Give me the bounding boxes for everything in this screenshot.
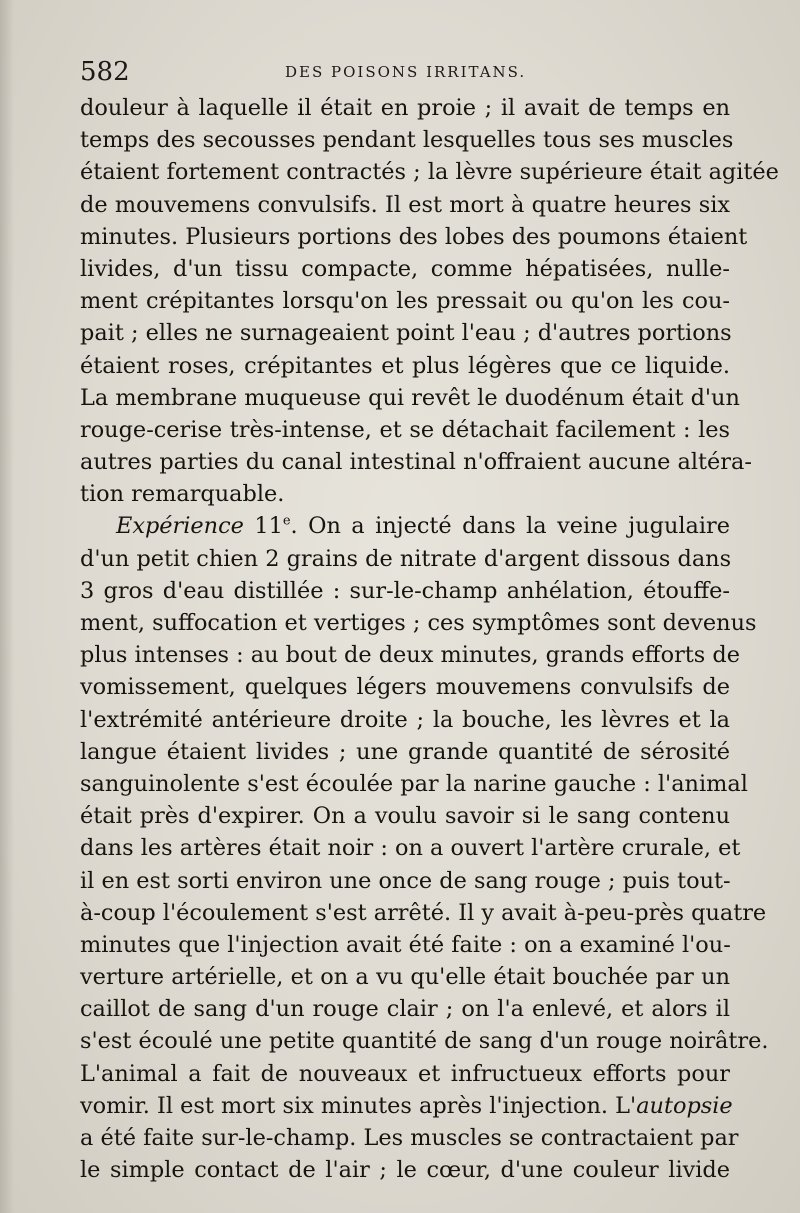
text-line: était près d'expirer. On a voulu savoir si le sang contenu	[80, 803, 730, 830]
autopsie-term: autopsie	[636, 1092, 733, 1119]
text-line: La membrane muqueuse qui revêt le duodénum était d'un	[80, 384, 740, 411]
text-line: temps des secousses pendant lesquelles tous ses muscles	[80, 127, 734, 154]
experiment-heading-line	[80, 510, 730, 542]
page-gutter-shadow	[0, 0, 14, 1213]
text-line: plus intenses : au bout de deux minutes, grands efforts de	[80, 642, 740, 669]
text-line: il en est sorti environ une once de sang rouge ; puis tout-	[80, 867, 731, 894]
text-line: 3 gros d'eau distillée : sur-le-champ anhélation, étouffe-	[80, 577, 730, 604]
text-line: tion remarquable.	[80, 481, 285, 508]
autopsie-line-start: vomir. Il est mort six minutes après l'injection. L'	[80, 1092, 637, 1119]
text-line: caillot de sang d'un rouge clair ; on l'a enlevé, et alors il	[80, 996, 730, 1023]
text-line: à-coup l'écoulement s'est arrêté. Il y avait à-peu-près quatre	[80, 899, 767, 926]
text-line: de mouvemens convulsifs. Il est mort à quatre heures six	[80, 191, 730, 218]
text-line: minutes. Plusieurs portions des lobes des poumons étaient	[80, 223, 748, 250]
text-line: ment crépitantes lorsqu'on les pressait ou qu'on les cou-	[80, 288, 730, 315]
text-line: vomissement, quelques légers mouvemens convulsifs de	[80, 674, 730, 701]
page-number: 582	[80, 57, 130, 87]
text-line: l'extrémité antérieure droite ; la bouche, les lèvres et la	[80, 706, 730, 733]
body-text	[80, 92, 779, 1186]
text-line: le simple contact de l'air ; le cœur, d'une couleur livide	[80, 1157, 730, 1184]
text-line: pait ; elles ne surnageaient point l'eau ; d'autres portions	[80, 320, 732, 347]
text-line: minutes que l'injection avait été faite : on a examiné l'ou-	[80, 931, 731, 958]
text-line: rouge-cerise très-intense, et se détachait facilement : les	[80, 416, 730, 443]
page-header	[80, 52, 730, 92]
running-head: DES POISONS IRRITANS.	[285, 63, 527, 81]
text-line: étaient roses, crépitantes et plus légères que ce liquide.	[80, 352, 730, 379]
text-line: langue étaient livides ; une grande quantité de sérosité	[80, 738, 730, 765]
autopsie-line	[80, 1090, 733, 1122]
text-line: autres parties du canal intestinal n'offraient aucune altéra-	[80, 449, 752, 476]
text-line: s'est écoulé une petite quantité de sang d'un rouge noirâtre.	[80, 1028, 769, 1055]
text-line: dans les artères était noir : on a ouvert l'artère crurale, et	[80, 835, 741, 862]
text-line: verture artérielle, et on a vu qu'elle était bouchée par un	[80, 964, 730, 991]
experiment-number: 11	[243, 513, 283, 540]
experiment-number-suffix: e	[282, 513, 291, 529]
experiment-label: Expérience	[116, 513, 244, 540]
text-line: sanguinolente s'est écoulée par la narine gauche : l'animal	[80, 770, 748, 797]
text-line: douleur à laquelle il était en proie ; il avait de temps en	[80, 95, 730, 121]
text-line: L'animal a fait de nouveaux et infructueux efforts pour	[80, 1060, 730, 1087]
text-line: d'un petit chien 2 grains de nitrate d'argent dissous dans	[80, 545, 732, 572]
text-line: étaient fortement contractés ; la lèvre supérieure était agitée	[80, 159, 779, 186]
text-line: a été faite sur-le-champ. Les muscles se contractaient par	[80, 1125, 739, 1151]
text-line: ment, suffocation et vertiges ; ces symptômes sont devenus	[80, 610, 757, 636]
text-line: livides, d'un tissu compacte, comme hépatisées, nulle-	[80, 255, 730, 282]
experiment-line-rest: . On a injecté dans la veine jugulaire	[290, 513, 730, 540]
